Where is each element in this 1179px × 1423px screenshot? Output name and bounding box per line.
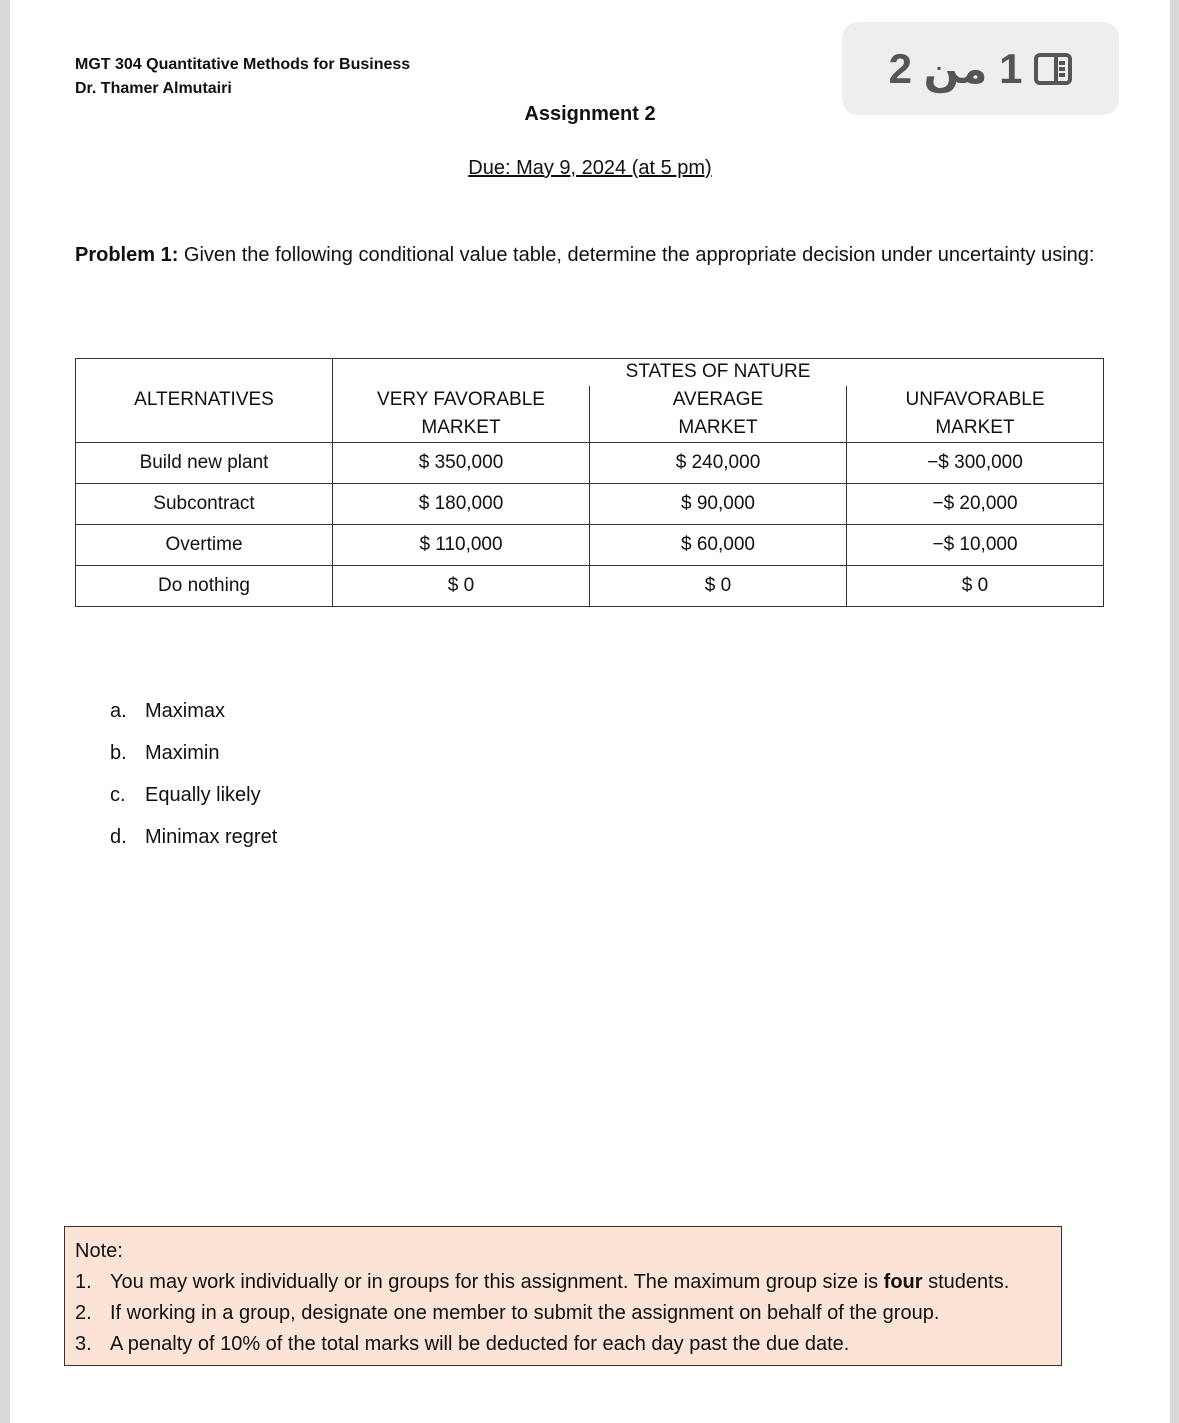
table-cell: $ 350,000 — [333, 442, 590, 483]
table-row — [76, 565, 1104, 606]
list-item: d. Minimax regret — [110, 826, 278, 848]
table-cell: $ 90,000 — [590, 483, 847, 524]
document-page — [10, 0, 1170, 1423]
alternative-name: Subcontract — [76, 483, 333, 524]
table-cell: $ 0 — [590, 565, 847, 606]
alternative-name: Do nothing — [76, 565, 333, 606]
column-header: VERY FAVORABLE MARKET — [333, 386, 590, 443]
list-item: c. Equally likely — [110, 784, 261, 806]
question-list — [110, 690, 277, 858]
alternative-name: Overtime — [76, 524, 333, 565]
table-cell: −$ 20,000 — [847, 483, 1104, 524]
alternatives-header: ALTERNATIVES — [76, 359, 333, 443]
table-row — [76, 524, 1104, 565]
problem-label: Problem 1: — [75, 244, 179, 266]
table-cell: $ 60,000 — [590, 524, 847, 565]
note-box — [64, 1226, 1062, 1366]
column-header: AVERAGE MARKET — [590, 386, 847, 443]
table-cell: $ 0 — [333, 565, 590, 606]
alternative-name: Build new plant — [76, 442, 333, 483]
table-row — [76, 483, 1104, 524]
course-title: MGT 304 Quantitative Methods for Business — [75, 56, 411, 73]
note-item: 2. If working in a group, designate one member to submit the assignment on behalf of the group. — [75, 1302, 940, 1324]
due-date: Due: May 9, 2024 (at 5 pm) — [468, 157, 712, 179]
states-of-nature-header: STATES OF NATURE — [333, 359, 1104, 386]
page-indicator-text: 1 من 2 — [888, 45, 1023, 92]
table-cell: −$ 300,000 — [847, 442, 1104, 483]
list-item: a. Maximax — [110, 700, 226, 722]
table-cell: $ 240,000 — [590, 442, 847, 483]
note-item: 1. You may work individually or in groups for this assignment. The maximum group size is four students. — [75, 1271, 1010, 1293]
table-cell: −$ 10,000 — [847, 524, 1104, 565]
list-item: b. Maximin — [110, 742, 220, 764]
note-title: Note: — [75, 1240, 123, 1262]
page-indicator[interactable] — [842, 22, 1119, 115]
column-header: UNFAVORABLE MARKET — [847, 386, 1104, 443]
problem-text: Given the following conditional value table, determine the appropriate decision under uncertainty using: — [178, 244, 1095, 266]
conditional-value-table — [75, 358, 1104, 607]
split-view-icon[interactable] — [1034, 53, 1072, 85]
table-row — [76, 442, 1104, 483]
table-cell: $ 180,000 — [333, 483, 590, 524]
table-cell: $ 0 — [847, 565, 1104, 606]
table-cell: $ 110,000 — [333, 524, 590, 565]
assignment-title: Assignment 2 — [524, 103, 656, 125]
problem-statement — [75, 234, 1115, 276]
note-item: 3. A penalty of 10% of the total marks will be deducted for each day past the due date. — [75, 1333, 850, 1355]
instructor-name: Dr. Thamer Almutairi — [75, 80, 232, 97]
